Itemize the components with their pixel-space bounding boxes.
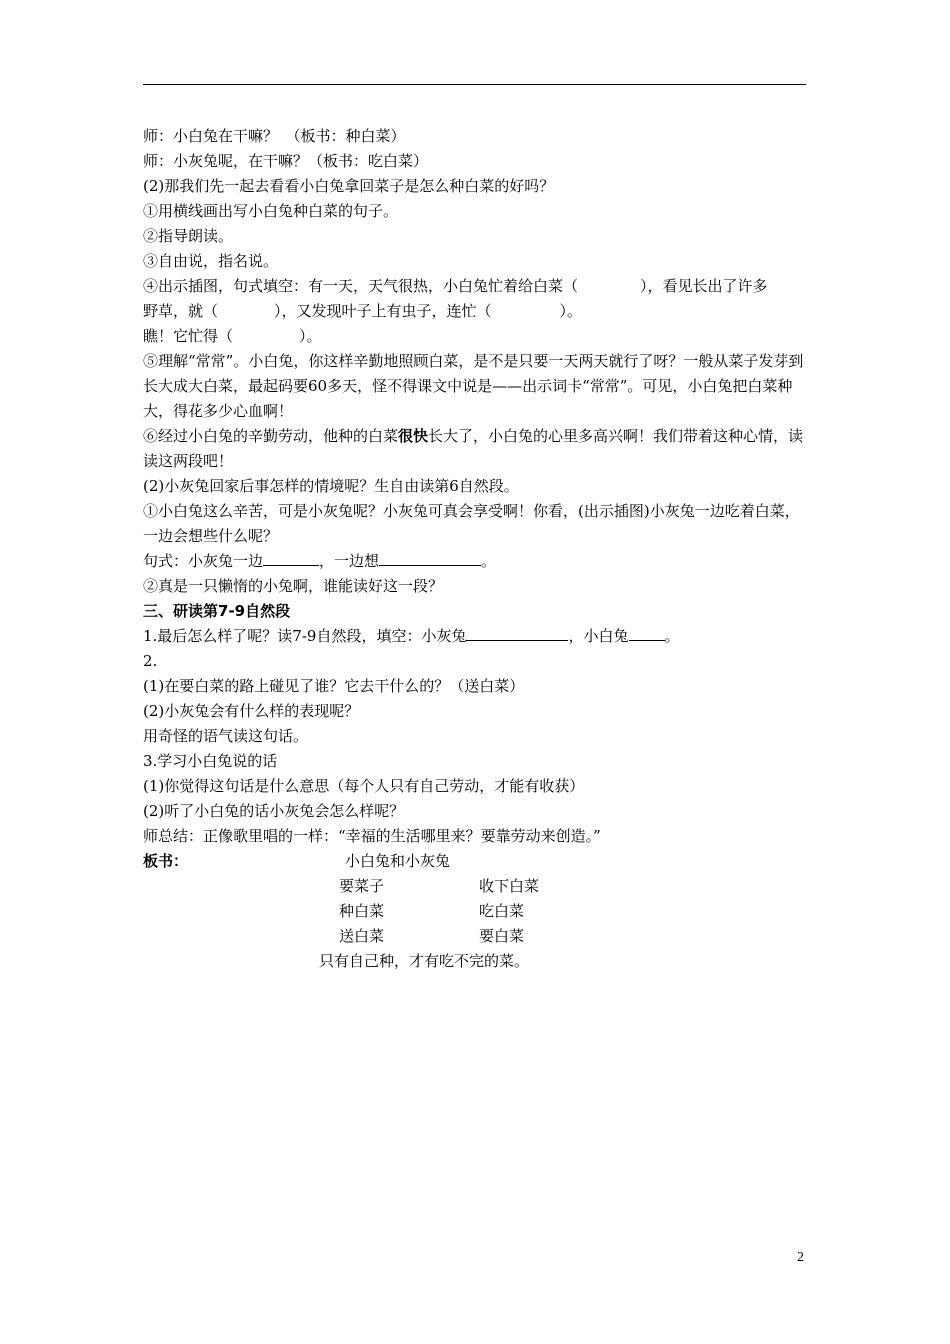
text-line: 师：小白兔在干嘛？ （板书：种白菜） xyxy=(143,127,406,145)
text-line: ③自由说，指名说。 xyxy=(143,252,279,270)
text-line: ②真是一只懒惰的小兔啊，谁能读好这一段？ xyxy=(143,577,444,595)
text-line: (1)你觉得这句话是什么意思（每个人只有自己劳动，才能有收获） xyxy=(143,777,585,795)
text-segment: 句式：小灰兔一边 xyxy=(143,552,264,570)
board-title: 小白兔和小灰兔 xyxy=(345,852,451,870)
board-cell-left: 种白菜 xyxy=(339,902,385,920)
text-line: 用奇怪的语气读这句话。 xyxy=(143,727,309,745)
fill-in-sentence xyxy=(143,549,813,574)
text-segment: 长大了，小白兔的心里多高兴啊！我们带着这种心情，读读这两段吧！ xyxy=(143,427,804,470)
text-line: 师：小灰兔呢，在干嘛？（板书：吃白菜） xyxy=(143,152,429,170)
fill-in-sentence xyxy=(143,324,813,349)
text-segment: ），看见长出了许多 xyxy=(640,277,768,295)
board-cell-left: 要菜子 xyxy=(339,877,385,895)
fill-in-sentence xyxy=(143,624,813,649)
text-line: (2)小灰兔回家后事怎样的情境呢？生自由读第6自然段。 xyxy=(143,477,519,495)
text-segment: 1.最后怎么样了呢？读7-9自然段，填空：小灰兔 xyxy=(143,627,467,645)
board-row xyxy=(143,899,813,924)
text-line: (2)小灰兔会有什么样的表现呢？ xyxy=(143,702,360,720)
board-cell-right: 吃白菜 xyxy=(479,902,525,920)
text-segment: ⑥经过小白兔的辛勤劳动，他种的白菜 xyxy=(143,427,399,445)
text-segment: ）。 xyxy=(559,302,583,320)
text-segment: ④出示插图，句式填空：有一天，天气很热，小白兔忙着给白菜（ xyxy=(143,277,579,295)
blank-line xyxy=(379,551,481,566)
board-row xyxy=(143,924,813,949)
blank-line xyxy=(629,626,665,641)
text-line: (2)听了小白兔的话小灰兔会怎么样呢？ xyxy=(143,802,405,820)
text-line: 3.学习小白兔说的话 xyxy=(143,752,278,770)
page-number: 2 xyxy=(797,1250,804,1265)
board-summary: 只有自己种，才有吃不完的菜。 xyxy=(319,952,530,970)
board-cell-right: 收下白菜 xyxy=(479,877,540,895)
document-body xyxy=(143,124,813,974)
fill-in-sentence xyxy=(143,299,813,324)
text-segment: ，一边想 xyxy=(319,552,380,570)
text-paragraph: ⑤理解“常常”。小白兔，你这样辛勤地照顾白菜，是不是只要一天两天就行了呀？一般从菜子发芽到长大成大白菜，最起码要60多天，怪不得课文中说是——出示词卡“常常”。可见，小白兔把白菜种大，得花多少心血啊！ xyxy=(143,352,804,420)
text-paragraph: ①小白兔这么辛苦，可是小灰兔呢？小灰兔可真会享受啊！你看，(出示插图)小灰兔一边吃着白菜，一边会想些什么呢？ xyxy=(143,502,800,545)
text-segment: ，小白兔 xyxy=(568,627,629,645)
section-heading: 三、研读第7-9自然段 xyxy=(143,602,291,620)
text-segment: 野草，就（ xyxy=(143,302,219,320)
board-title-row xyxy=(143,849,813,874)
text-segment: ），又发现叶子上有虫子，连忙（ xyxy=(274,302,492,320)
header-rule xyxy=(143,84,806,85)
text-line: (1)在要白菜的路上碰见了谁？它去干什么的？（送白菜） xyxy=(143,677,525,695)
text-segment: 瞧！它忙得（ xyxy=(143,327,234,345)
board-summary-row xyxy=(143,949,813,974)
text-line: ②指导朗读。 xyxy=(143,227,234,245)
text-line: 师总结：正像歌里唱的一样：“幸福的生活哪里来？要靠劳动来创造。” xyxy=(143,827,601,845)
board-label: 板书： xyxy=(143,852,189,870)
fill-in-sentence xyxy=(143,274,813,299)
blank-line xyxy=(263,551,319,566)
text-line: (2)那我们先一起去看看小白兔拿回菜子是怎么种白菜的好吗？ xyxy=(143,177,555,195)
emphasized-word: 很快 xyxy=(398,427,429,445)
board-cell-right: 要白菜 xyxy=(479,927,525,945)
text-line: 2. xyxy=(143,652,158,670)
board-cell-left: 送白菜 xyxy=(339,927,385,945)
text-segment: 。 xyxy=(481,552,497,570)
text-segment: 。 xyxy=(664,627,680,645)
text-line: ①用横线画出写小白兔种白菜的句子。 xyxy=(143,202,399,220)
board-row xyxy=(143,874,813,899)
text-paragraph xyxy=(143,424,813,474)
text-segment: ）。 xyxy=(299,327,322,345)
blank-line xyxy=(466,626,568,641)
